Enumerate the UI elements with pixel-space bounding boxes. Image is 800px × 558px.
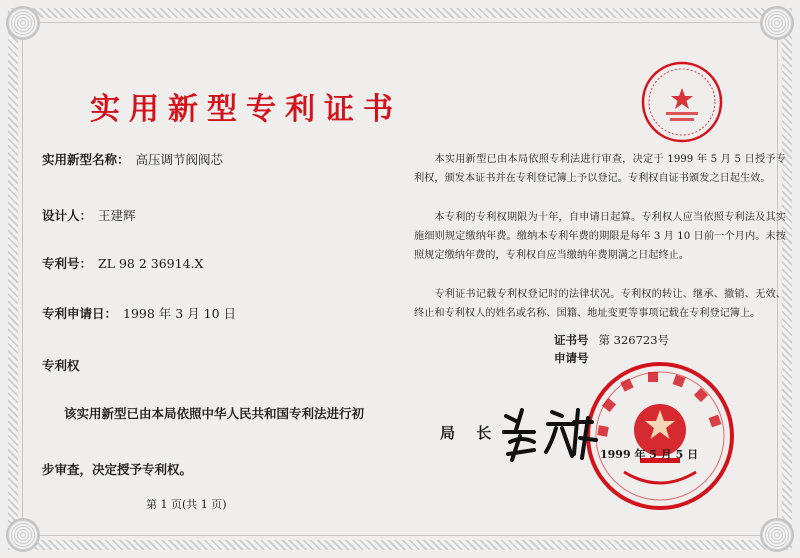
patent-number-row [42, 254, 203, 272]
certificate-number-value: 第 326723号 [598, 333, 670, 347]
legal-paragraph: 专利证书记载专利权登记时的法律状况。专利权的转让、继承、撤销、无效、终止和专利权人的姓名或名称、国籍、地址变更等事项记载在专利登记簿上。 [414, 289, 786, 319]
corner-ornament [6, 518, 40, 552]
grant-statement-line-1: 该实用新型已由本局依照中华人民共和国专利法进行初 [64, 406, 365, 421]
application-date-row [42, 304, 236, 322]
application-number-label: 申请号 [554, 351, 589, 365]
designer-label: 设计人： [42, 208, 93, 223]
application-date-label: 专利申请日： [42, 306, 118, 321]
legal-paragraph: 本专利的专利权期限为十年，自申请日起算。专利权人应当依照专利法及其实施细则规定缴纳年费。缴纳本专利年费的期限是每年 3 月 10 日前一个月内。未按照规定缴纳年费的，专利权自应当缴纳年费期满之日起终止。 [414, 212, 786, 261]
registration-seal-icon [640, 60, 724, 144]
patentee-label: 专利权 [42, 358, 80, 373]
utility-model-name-label: 实用新型名称： [42, 152, 130, 167]
application-date-value: 1998 年 3 月 10 日 [123, 306, 237, 321]
certificate-number-row [554, 332, 669, 348]
patentee-row [42, 356, 80, 374]
national-ipo-seal-icon [584, 360, 736, 512]
corner-ornament [6, 6, 40, 40]
patent-number-label: 专利号： [42, 256, 93, 271]
patent-number-value: ZL 98 2 36914.X [98, 256, 204, 271]
director-label: 局 长 [440, 424, 500, 442]
certificate-title: 实用新型专利证书 [90, 92, 402, 127]
designer-row [42, 206, 136, 224]
utility-model-name-value: 高压调节阀阀芯 [135, 152, 224, 167]
grant-statement-line-2: 步审查，决定授予专利权。 [42, 462, 193, 477]
designer-value: 王建辉 [98, 208, 136, 223]
page-number: 第 1 页(共 1 页) [146, 498, 227, 511]
corner-ornament [760, 6, 794, 40]
director-signature-icon [500, 402, 600, 466]
legal-paragraph: 本实用新型已由本局依照专利法进行审查，决定于 1999 年 5 月 5 日授予专利权，颁发本证书并在专利登记簿上予以登记。专利权自证书颁发之日起生效。 [414, 154, 786, 184]
issue-date: 1999 年 5 月 5 日 [600, 448, 699, 461]
utility-model-name-row [42, 150, 223, 168]
corner-ornament [760, 518, 794, 552]
certificate-number-label: 证书号 [554, 333, 589, 347]
